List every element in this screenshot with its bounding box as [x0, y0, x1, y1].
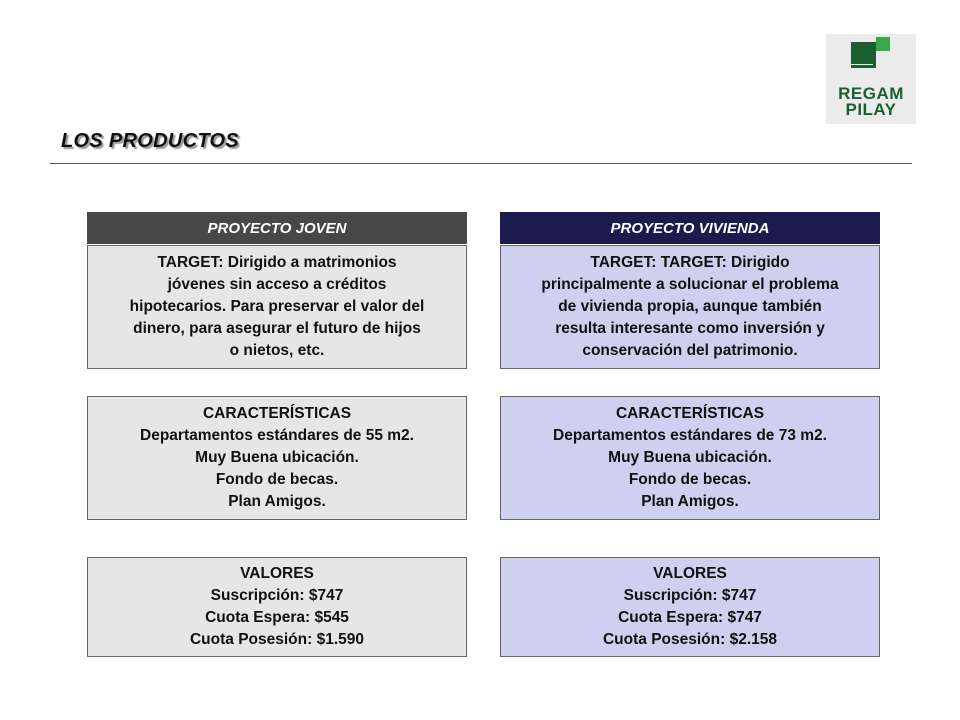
joven-caracteristicas-box — [87, 396, 467, 520]
title-divider — [50, 163, 912, 164]
vivienda-valores-line: Suscripción: $747 — [623, 587, 757, 604]
vivienda-target-line: de vivienda propia, aunque también — [558, 298, 822, 315]
vivienda-target-line: principalmente a solucionar el problema — [541, 276, 839, 293]
joven-target-line: TARGET: Dirigido a matrimonios — [157, 254, 397, 271]
proyecto-joven-header: PROYECTO JOVEN — [87, 212, 467, 244]
vivienda-valores-line: Cuota Espera: $747 — [618, 609, 762, 626]
vivienda-caracteristicas-box — [500, 396, 880, 520]
joven-caracteristicas-line: Fondo de becas. — [215, 471, 339, 488]
vivienda-target-line: TARGET: TARGET: Dirigido — [590, 254, 790, 271]
joven-caracteristicas-line: Plan Amigos. — [228, 493, 326, 510]
joven-target-line: jóvenes sin acceso a créditos — [167, 276, 387, 293]
joven-valores-line: Cuota Posesión: $1.590 — [189, 631, 364, 648]
logo-text-pilay: PILAY — [845, 100, 897, 119]
vivienda-valores-line: Cuota Posesión: $2.158 — [602, 631, 777, 648]
page-title: LOS PRODUCTOS — [61, 130, 239, 152]
joven-valores-line: Cuota Espera: $545 — [205, 609, 349, 626]
vivienda-valores-title: VALORES — [653, 565, 727, 582]
joven-target-line: hipotecarios. Para preservar el valor del — [129, 298, 425, 315]
proyecto-vivienda-header: PROYECTO VIVIENDA — [500, 212, 880, 244]
vivienda-target-box — [500, 245, 880, 369]
joven-caracteristicas-title: CARACTERÍSTICAS — [202, 405, 352, 422]
vivienda-target-line: resulta interesante como inversión y — [555, 320, 825, 337]
vivienda-caracteristicas-line: Fondo de becas. — [628, 471, 752, 488]
regam-pilay-logo — [826, 34, 916, 124]
vivienda-caracteristicas-title: CARACTERÍSTICAS — [615, 405, 765, 422]
joven-caracteristicas-line: Muy Buena ubicación. — [195, 449, 359, 466]
joven-valores-title: VALORES — [240, 565, 314, 582]
vivienda-caracteristicas-line: Departamentos estándares de 73 m2. — [553, 427, 827, 444]
vivienda-caracteristicas-line: Plan Amigos. — [641, 493, 739, 510]
joven-target-line: o nietos, etc. — [229, 342, 325, 359]
logo-text-regam: REGAM — [838, 84, 904, 103]
vivienda-valores-box — [500, 557, 880, 657]
joven-caracteristicas-line: Departamentos estándares de 55 m2. — [140, 427, 414, 444]
vivienda-caracteristicas-line: Muy Buena ubicación. — [608, 449, 772, 466]
joven-valores-box — [87, 557, 467, 657]
joven-target-box — [87, 245, 467, 369]
vivienda-target-line: conservación del patrimonio. — [582, 342, 798, 359]
logo-mark-icon — [826, 34, 916, 84]
joven-target-line: dinero, para asegurar el futuro de hijos — [133, 320, 421, 337]
joven-valores-line: Suscripción: $747 — [210, 587, 344, 604]
